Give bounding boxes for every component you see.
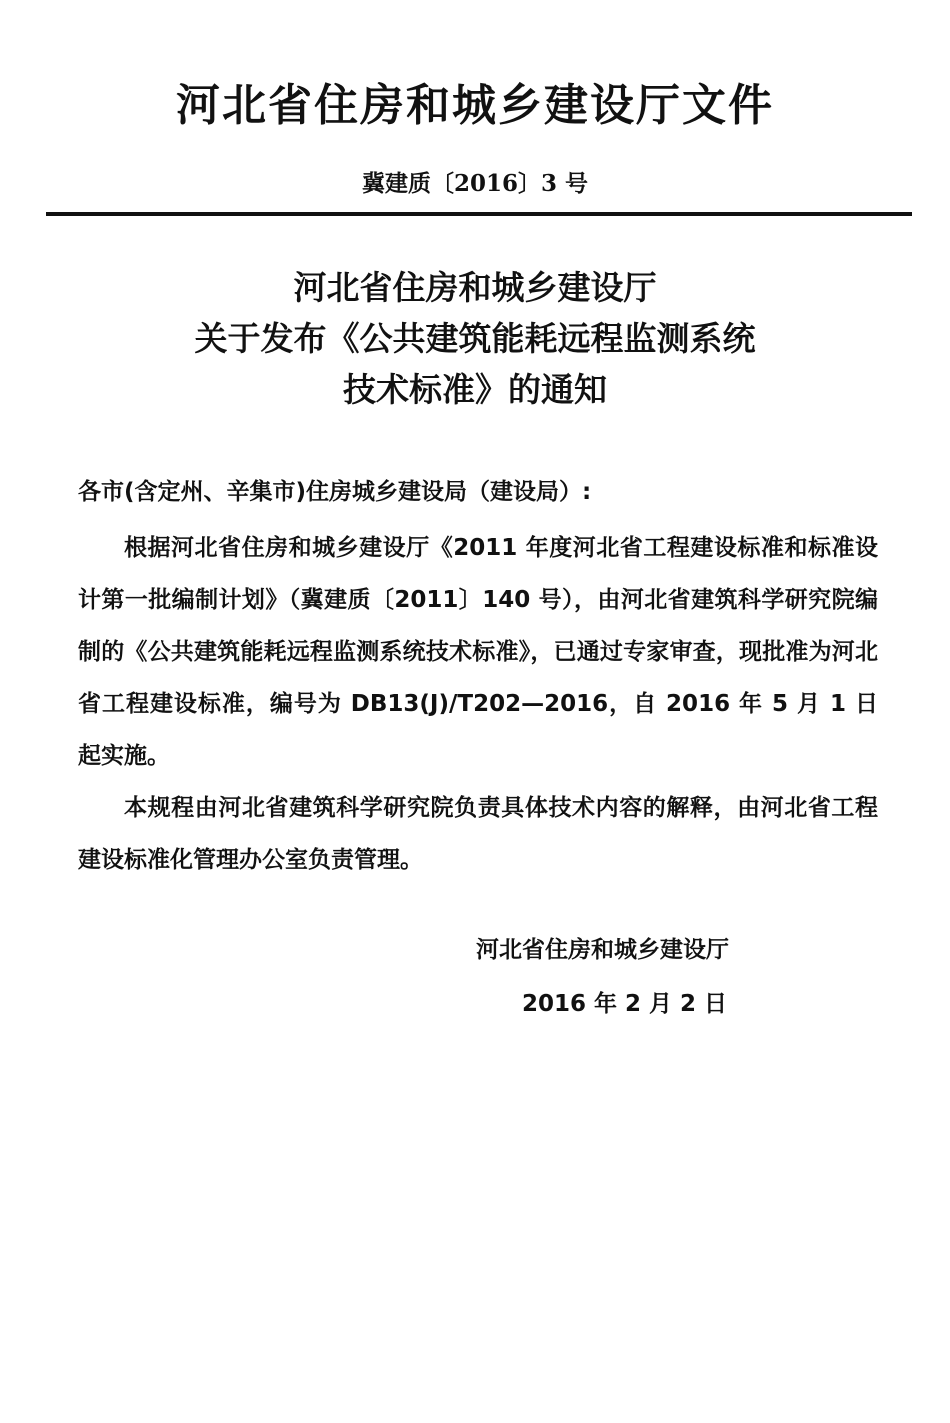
signature-date: 2016 年 2 月 2 日	[522, 991, 728, 1017]
body-paragraph-2: 本规程由河北省建筑科学研究院负责具体技术内容的解释，由河北省工程建设标准化管理办公室负责管理。	[78, 795, 878, 873]
body-paragraph-1: 根据河北省住房和城乡建设厅《2011 年度河北省工程建设标准和标准设计第一批编制计划》（冀建质〔2011〕140 号），由河北省建筑科学研究院编制的《公共建筑能耗远程监测系统技术标准》，已通过专家审查，现批准为河北省工程建设标准，编号为 DB13(J)/T202—2016，自 2016 年 5 月 1 日起实施。	[78, 535, 878, 769]
document-number: 冀建质〔2016〕3 号	[361, 170, 589, 197]
header-divider	[46, 212, 912, 216]
salutation: 各市(含定州、辛集市)住房城乡建设局（建设局）:	[78, 479, 592, 505]
signatory: 河北省住房和城乡建设厅	[476, 937, 729, 963]
notice-title-line-2: 关于发布《公共建筑能耗远程监测系统	[194, 319, 756, 358]
body-text	[78, 522, 878, 886]
issuer-header: 河北省住房和城乡建设厅文件	[176, 80, 774, 131]
notice-title	[0, 262, 950, 415]
notice-title-line-3: 技术标准》的通知	[343, 370, 607, 409]
notice-title-line-1: 河北省住房和城乡建设厅	[293, 268, 657, 307]
